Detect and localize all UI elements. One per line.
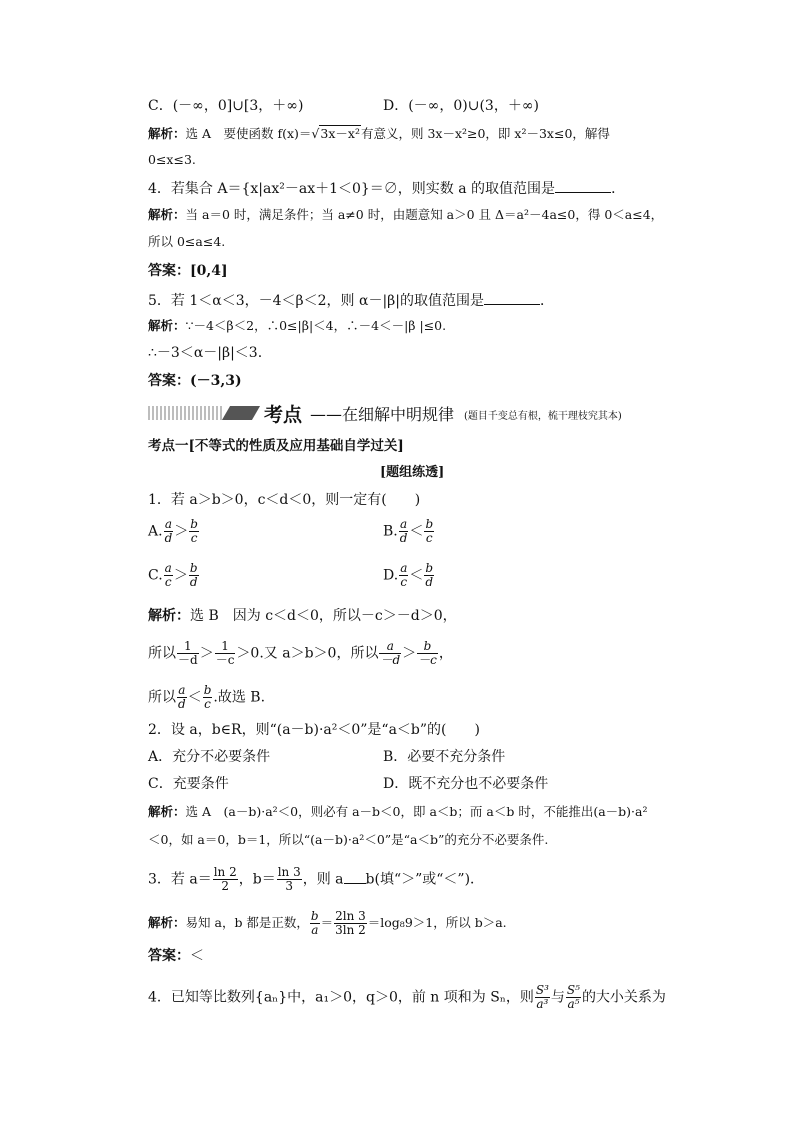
- analysis-text: ∵－4＜β＜2，∴0≤|β|＜4，∴－4＜－|β |≤0.: [185, 318, 447, 333]
- p4-stem: 4．已知等比数列{aₙ}中，a₁＞0，q＞0，前 n 项和为 Sₙ，则 $\frac{\text{S³}}{\text{a³}}$ 与 $\frac{\text{S⁵}}{\text{a⁵}}$ 的大小关系为: [148, 983, 666, 1011]
- analysis-label: 解析：: [148, 915, 186, 930]
- section-heading: 考点一[不等式的性质及应用基础自学过关]: [148, 438, 404, 454]
- p1-analysis: [148, 606, 457, 626]
- analysis-label: 解析：: [148, 608, 190, 624]
- option-label: D.: [383, 567, 399, 584]
- answer-label: 答案：: [148, 373, 190, 389]
- p1-option-b: [383, 518, 435, 545]
- fraction: $\frac{b}{d}$: [425, 561, 434, 589]
- p1-analysis-line3: 所以 $\frac{a}{d}$ ＜ $\frac{b}{c}$ .故选 B.: [148, 683, 266, 711]
- q5-analysis-line2: ∴－3＜α－|β|＜3.: [148, 345, 263, 361]
- relation: ＜: [409, 523, 424, 540]
- fraction: $\frac{a}{-d}$: [380, 639, 401, 667]
- option-label: B.: [383, 523, 398, 540]
- q5-stem-end: ．: [539, 293, 554, 309]
- option-label: A.: [148, 523, 163, 540]
- answer-value: ＜: [190, 948, 204, 964]
- p2-analysis-line2: ＜0，如 a＝0，b＝1，所以“(a－b)·a²＜0”是“a＜b”的充分不必要条件.: [148, 832, 549, 847]
- fraction: $\frac{\ln 2}{2}$: [213, 865, 237, 893]
- fraction: $\frac{2\ln 3}{3\ln 2}$: [335, 909, 366, 937]
- q3-analysis-line2: 0≤x≤3.: [148, 152, 196, 167]
- banner-slant-decoration: [222, 406, 260, 420]
- fraction: $\frac{b}{a}$: [310, 909, 319, 937]
- analysis-text: 有意义，则 3x－x²≥0，即 x²－3x≤0，解得: [360, 126, 610, 141]
- answer-blank: [344, 869, 366, 884]
- p3-stem: 3．若 a＝ $\frac{\ln 2}{2}$ ，b＝ $\frac{\ln 3}{3}$ ，则 a b(填“＞”或“＜”)．: [148, 865, 485, 893]
- analysis-label: 解析：: [148, 804, 186, 819]
- p2-option-c: C．充要条件: [148, 776, 229, 792]
- section-subheading: [题组练透]: [380, 465, 445, 480]
- fraction: $\frac{a}{c}$: [164, 561, 172, 589]
- banner-title: 考点: [264, 404, 303, 426]
- analysis-text: 当 a＝0 时，满足条件；当 a≠0 时，由题意知 a＞0 且 Δ＝a²－4a≤0，得 0＜a≤4，: [185, 207, 664, 222]
- relation: ＞: [173, 567, 188, 584]
- q3-option-d: D．(－∞，0)∪(3，＋∞): [383, 98, 539, 114]
- fraction: $\frac{b}{c}$: [425, 517, 434, 545]
- fraction: $\frac{a}{d}$: [164, 517, 173, 545]
- relation: ＜: [409, 567, 424, 584]
- q4-analysis-line2: 所以 0≤a≤4.: [148, 234, 226, 249]
- p3-answer: [148, 946, 204, 966]
- answer-value: (－3,3): [190, 373, 242, 389]
- analysis-text: 选 A (a－b)·a²＜0，则必有 a－b＜0，即 a＜b；而 a＜b 时，不能推出(a－b)·a²: [185, 804, 648, 819]
- option-label: C.: [148, 567, 163, 584]
- fraction: $\frac{\text{S³}}{\text{a³}}$: [535, 983, 549, 1011]
- p1-analysis-line2: 所以 $\frac{1}{-d}$ ＞ $\frac{1}{-c}$ ＞0.又 a＞b＞0，所以 $\frac{a}{-d}$ ＞ $\frac{b}{-c}$ ，: [148, 639, 453, 667]
- q5-answer: [148, 371, 242, 391]
- q4-analysis: [148, 205, 663, 225]
- fraction: $\frac{\text{S⁵}}{\text{a⁵}}$: [566, 983, 580, 1011]
- q4-stem: [148, 178, 625, 199]
- analysis-label: 解析：: [148, 318, 186, 333]
- fraction: $\frac{a}{d}$: [178, 683, 186, 711]
- p3-analysis: 解析：易知 a，b 都是正数， $\frac{b}{a}$ ＝ $\frac{2\ln 3}{3\ln 2}$ ＝log₈9＞1，所以 b＞a.: [148, 909, 507, 937]
- relation: ＞: [174, 523, 189, 540]
- analysis-label: 解析：: [148, 207, 186, 222]
- q5-stem-text: 5．若 1＜α＜3，－4＜β＜2，则 α－|β|的取值范围是: [148, 293, 484, 309]
- fraction: $\frac{b}{c}$: [190, 517, 198, 545]
- answer-label: 答案：: [148, 948, 190, 964]
- q4-answer: [148, 261, 228, 281]
- fraction: $\frac{b}{-c}$: [418, 639, 437, 667]
- q4-stem-end: ．: [611, 181, 626, 197]
- section-banner: [148, 398, 688, 428]
- q5-analysis: [148, 316, 446, 336]
- p2-option-b: B．必要不充分条件: [383, 749, 506, 765]
- analysis-label: 解析：: [148, 126, 186, 141]
- p1-option-a: [148, 518, 200, 545]
- answer-blank: [555, 178, 611, 193]
- fraction: $\frac{a}{c}$: [400, 561, 408, 589]
- fraction: $\frac{b}{d}$: [189, 561, 198, 589]
- answer-blank: [484, 290, 540, 305]
- p1-option-c: [148, 562, 200, 589]
- q4-stem-text: 4．若集合 A＝{x|ax²－ax＋1＜0}＝∅，则实数 a 的取值范围是: [148, 181, 556, 197]
- p1-stem: 1．若 a＞b＞0，c＜d＜0，则一定有( ): [148, 492, 421, 508]
- fraction: $\frac{1}{-d}$: [178, 639, 198, 667]
- q3-analysis: 解析：选 A 要使函数 f(x)＝√3x－x²有意义，则 3x－x²≥0，即 x²－3x≤0，解得: [148, 126, 610, 141]
- sqrt-expression: 3x－x²: [320, 126, 360, 141]
- q5-stem: [148, 290, 554, 311]
- p1-option-d: [383, 562, 435, 589]
- fraction: $\frac{b}{c}$: [203, 683, 212, 711]
- p2-stem: 2．设 a，b∈R，则“(a－b)·a²＜0”是“a＜b”的( ): [148, 722, 480, 738]
- q3-option-c: C．(－∞，0]∪[3，＋∞): [148, 98, 304, 114]
- analysis-text: 选 B 因为 c＜d＜0，所以－c＞－d＞0，: [190, 608, 457, 624]
- fraction: $\frac{a}{d}$: [399, 517, 408, 545]
- p2-option-d: D．既不充分也不必要条件: [383, 776, 549, 792]
- banner-hatch-decoration: [148, 406, 224, 420]
- p2-analysis: [148, 802, 647, 822]
- banner-subtitle: ——在细解中明规律: [310, 405, 455, 424]
- fraction: $\frac{1}{-c}$: [215, 639, 235, 667]
- fraction: $\frac{\ln 3}{3}$: [277, 865, 301, 893]
- p2-option-a: A．充分不必要条件: [148, 749, 271, 765]
- answer-label: 答案：: [148, 263, 190, 279]
- banner-note: (题目千变总有根，梳干理枝究其本): [464, 411, 622, 422]
- answer-value: [0,4]: [190, 263, 228, 279]
- analysis-text: 选 A 要使函数 f(x)＝: [185, 126, 312, 141]
